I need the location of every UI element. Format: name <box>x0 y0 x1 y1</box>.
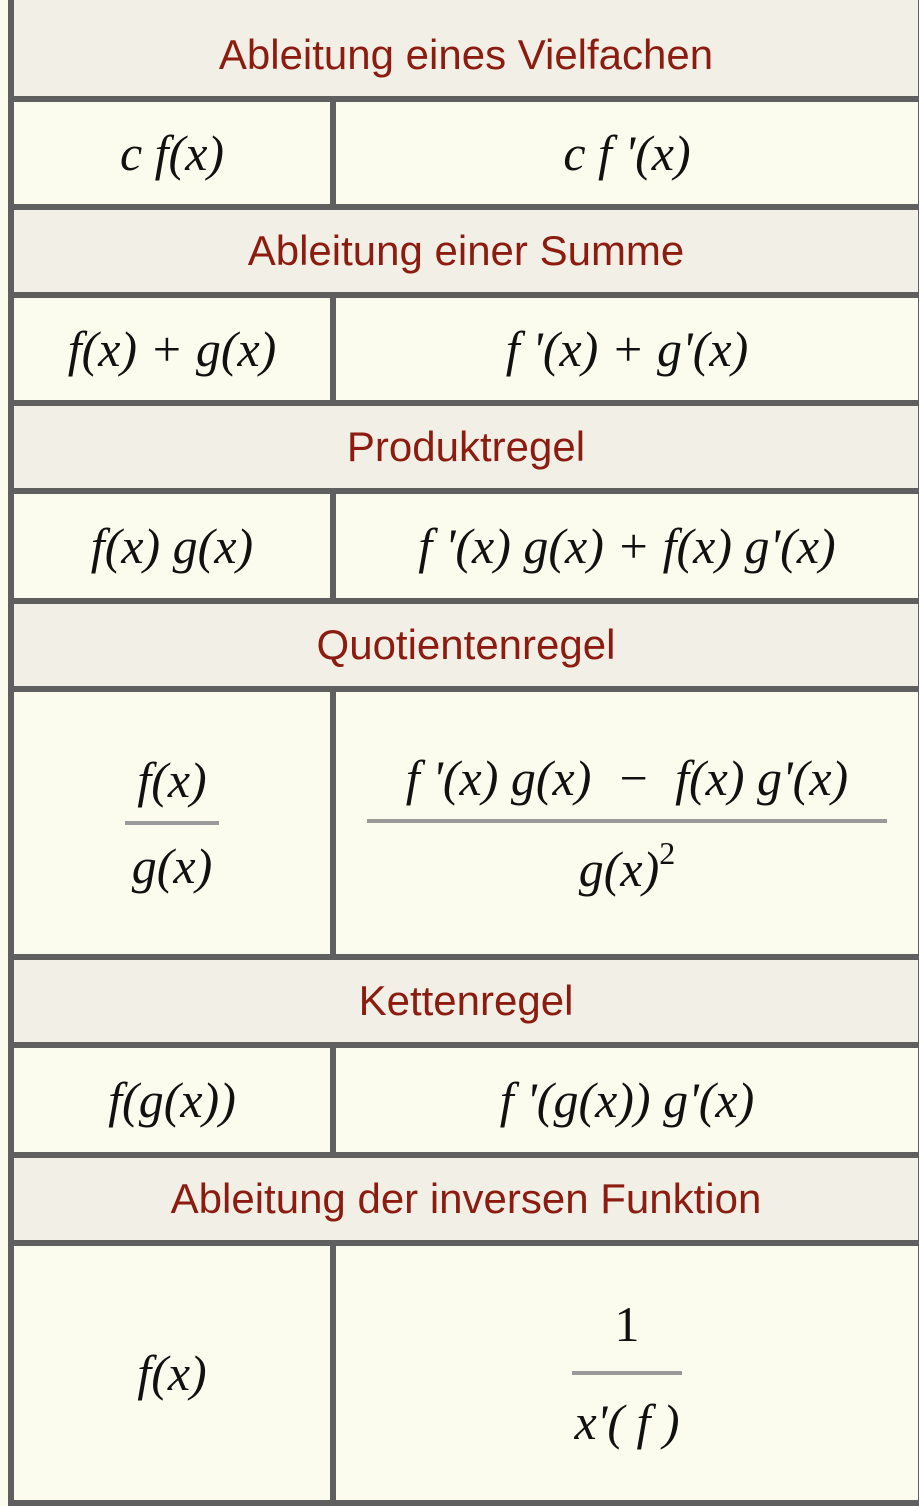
derivative-formula: f '(g(x)) g'(x) <box>499 1072 755 1128</box>
table-row <box>14 1246 919 1506</box>
derivative-formula: f '(x) g(x) + f(x) g'(x) <box>418 518 836 574</box>
section-header-multiple: Ableitung eines Vielfachen <box>14 0 919 102</box>
derivative-cell <box>336 494 919 598</box>
fraction-bar <box>572 1371 682 1375</box>
numerator: 1 <box>614 1296 640 1352</box>
derivative-fraction <box>572 1295 682 1451</box>
derivative-fraction <box>367 749 887 898</box>
table-row <box>14 1048 919 1158</box>
function-formula: c f(x) <box>119 125 225 181</box>
function-formula: f(x) <box>137 1345 207 1401</box>
table-row <box>14 692 919 960</box>
function-formula: f(x) g(x) <box>90 518 254 574</box>
function-cell <box>14 102 336 204</box>
derivative-formula: f '(x) + g'(x) <box>505 321 749 377</box>
fraction-bar <box>367 819 887 823</box>
numerator: f '(x) g(x) − f(x) g'(x) <box>405 749 849 806</box>
section-header-sum: Ableitung einer Summe <box>14 210 919 298</box>
fraction-bar <box>125 821 219 825</box>
function-cell <box>14 1048 336 1152</box>
derivative-rules-table <box>8 0 919 1506</box>
section-header-inverse: Ableitung der inversen Funktion <box>14 1158 919 1246</box>
table-row <box>14 494 919 604</box>
denominator <box>579 835 676 898</box>
denominator: g(x) <box>131 838 213 894</box>
derivative-cell <box>336 1246 919 1500</box>
section-header-quotient: Quotientenregel <box>14 604 919 692</box>
exponent: 2 <box>659 834 676 871</box>
denominator-base: g(x) <box>578 840 660 897</box>
table-row <box>14 102 919 210</box>
derivative-cell <box>336 298 919 400</box>
denominator: x'( f ) <box>574 1394 680 1450</box>
table-row <box>14 298 919 406</box>
function-cell <box>14 692 336 954</box>
function-cell <box>14 494 336 598</box>
derivative-formula: c f '(x) <box>563 125 691 181</box>
derivative-cell <box>336 692 919 954</box>
function-cell <box>14 298 336 400</box>
derivative-cell <box>336 102 919 204</box>
numerator: f(x) <box>137 752 207 808</box>
function-formula: f(g(x)) <box>108 1072 236 1128</box>
section-header-product: Produktregel <box>14 406 919 494</box>
section-header-chain: Kettenregel <box>14 960 919 1048</box>
function-formula: f(x) + g(x) <box>67 321 277 377</box>
function-fraction <box>125 751 219 895</box>
function-cell <box>14 1246 336 1500</box>
derivative-cell <box>336 1048 919 1152</box>
